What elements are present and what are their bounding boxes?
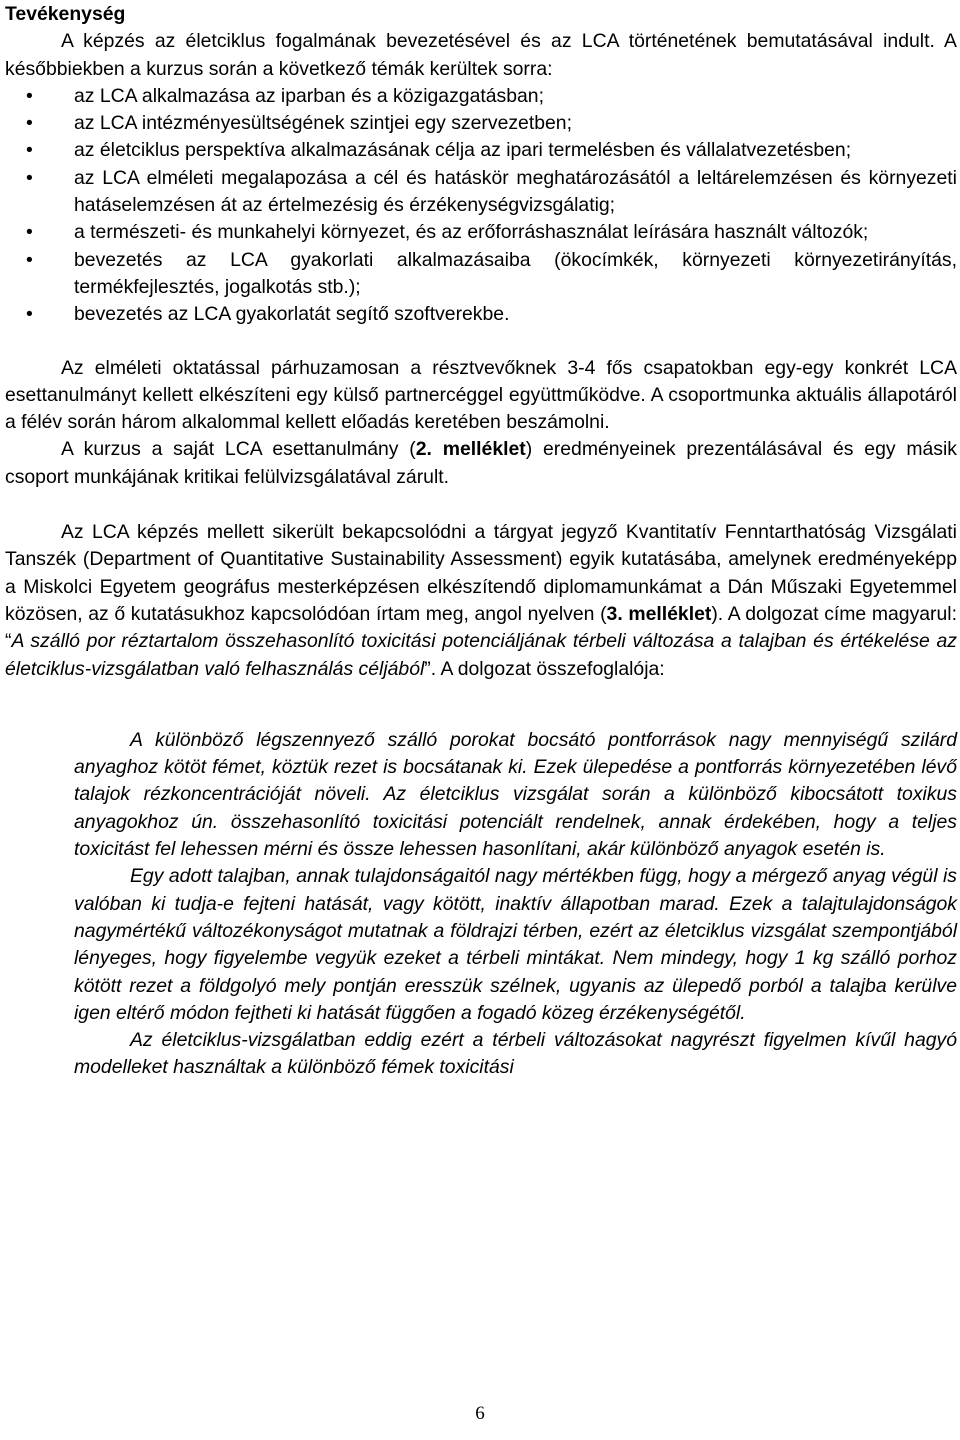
list-item: • az életciklus perspektíva alkalmazásának célja az ipari termelésben és vállalatvezetésben; bbox=[5, 137, 957, 164]
topic-list bbox=[5, 83, 957, 329]
summary-paragraph: Az életciklus-vizsgálatban eddig ezért a térbeli változásokat nagyrészt figyelmen kívűl hagyó modelleket használtak a különböző fémek toxicitási bbox=[74, 1029, 957, 1079]
list-item: • az LCA intézményesültségének szintjei egy szervezetben; bbox=[5, 110, 957, 137]
thesis-summary bbox=[74, 727, 957, 1082]
document-page bbox=[5, 0, 957, 1082]
closing-paragraph: A kurzus a saját LCA esettanulmány (2. melléklet) eredményeinek prezentálásával és egy másik csoport munkájának kritikai felülvizsgálatával zárult. bbox=[5, 438, 958, 488]
bullet-icon: • bbox=[26, 303, 33, 326]
bullet-icon: • bbox=[26, 84, 33, 107]
teamwork-paragraph: Az elméleti oktatással párhuzamosan a résztvevőknek 3-4 fős csapatokban egy-egy konkrét LCA esettanulmányt kellett elkészíteni egy külső partnercéggel együttműködve. A csoportmunka aktuális állapotáról a félév során három alkalommal kellett előadás keretében beszámolni. bbox=[5, 356, 957, 434]
list-item: • a természeti- és munkahelyi környezet, és az erőforráshasználat leírására használt változók; bbox=[5, 219, 957, 246]
summary-paragraph: Egy adott talajban, annak tulajdonságaitól nagy mértékben függ, hogy a mérgező anyag végül is valóban ki tudja-e fejteni hatását, vagy kötött, inaktív állapotban marad. Ezek a talajtulajdonságok nagymértékű változékonyságot mutatnak a földrajzi térben, ezért az életciklus vizsgálat szempontjából lényeges, hogy figyelembe vegyük ezeket a térbeli mintákat. Nem mindegy, hogy 1 kg szálló porhoz kötött rezet a földgolyó mely pontján eresszük szélnek, ugyanis az ülepedő porból a talajba kerülve igen eltérő módon fejtheti ki hatását függően a fogadó közeg érzékenységétől. bbox=[74, 865, 957, 1024]
summary-paragraph: A különböző légszennyező szálló porokat bocsátó pontforrások nagy mennyiségű szilárd anyaghoz kötöt fémet, köztük rezet is bocsátanak ki. Ezek ülepedése a pontforrás környezetében lévő talajok rézkoncentrációját növeli. Az életciklus vizsgálat során a különböző kibocsátott toxikus anyagokhoz ún. összehasonlító toxicitási potenciált rendelnek, annak érdekében, hogy a teljes toxicitást fel lehessen mérni és össze lehessen hasonlítani, akár különböző anyagok esetén is. bbox=[74, 728, 957, 861]
list-item: • az LCA elméleti megalapozása a cél és hatáskör meghatározásától a leltárelemzésen és környezeti hatáselemzésen át az értelmezésig és érzékenységvizsgálatig; bbox=[26, 166, 957, 217]
research-paragraph: Az LCA képzés mellett sikerült bekapcsolódni a tárgyat jegyző Kvantitatív Fenntarthatóság Vizsgálati Tanszék (Department of Quantitative Sustainability Assessment) egyik kutatásába, amelynek eredményeképp a Miskolci Egyetem geográfus mesterképzésen elkészítendő diplomamunkámat a Dán Műszaki Egyetemmel közösen, az ő kutatásukhoz kapcsolódóan írtam meg, angol nyelven (3. melléklet). A dolgozat címe magyarul: “A szálló por réztartalom összehasonlító toxicitási potenciáljának térbeli változása a talajban és értékelése az életciklus-vizsgálatban való felhasználás céljából”. A dolgozat összefoglalója: bbox=[5, 521, 957, 680]
intro-paragraph: A képzés az életciklus fogalmának bevezetésével és az LCA történetének bemutatásával indult. A későbbiekben a kurzus során a következő témák kerültek sorra: bbox=[5, 30, 957, 80]
list-item: • az LCA alkalmazása az iparban és a közigazgatásban; bbox=[5, 83, 957, 110]
bullet-icon: • bbox=[26, 139, 33, 162]
thesis-title: A szálló por réztartalom összehasonlító toxicitási potenciáljának térbeli változása a talajban és értékelése az életciklus-vizsgálatban való felhasználás céljából bbox=[5, 630, 957, 680]
bullet-icon: • bbox=[26, 112, 33, 135]
appendix-ref: 2. melléklet bbox=[415, 438, 526, 461]
appendix-ref: 3. melléklet bbox=[606, 602, 712, 625]
list-item: • bevezetés az LCA gyakorlati alkalmazásaiba (ökocímkék, környezeti környezetirányítás, termékfejlesztés, jogalkotás stb.); bbox=[26, 248, 957, 298]
page-number: 6 bbox=[475, 1403, 485, 1424]
section-heading: Tevékenység bbox=[5, 3, 126, 25]
list-item: • bevezetés az LCA gyakorlatát segítő szoftverekbe. bbox=[5, 301, 957, 328]
bullet-icon: • bbox=[26, 248, 33, 271]
bullet-icon: • bbox=[26, 166, 33, 189]
bullet-icon: • bbox=[26, 221, 33, 244]
